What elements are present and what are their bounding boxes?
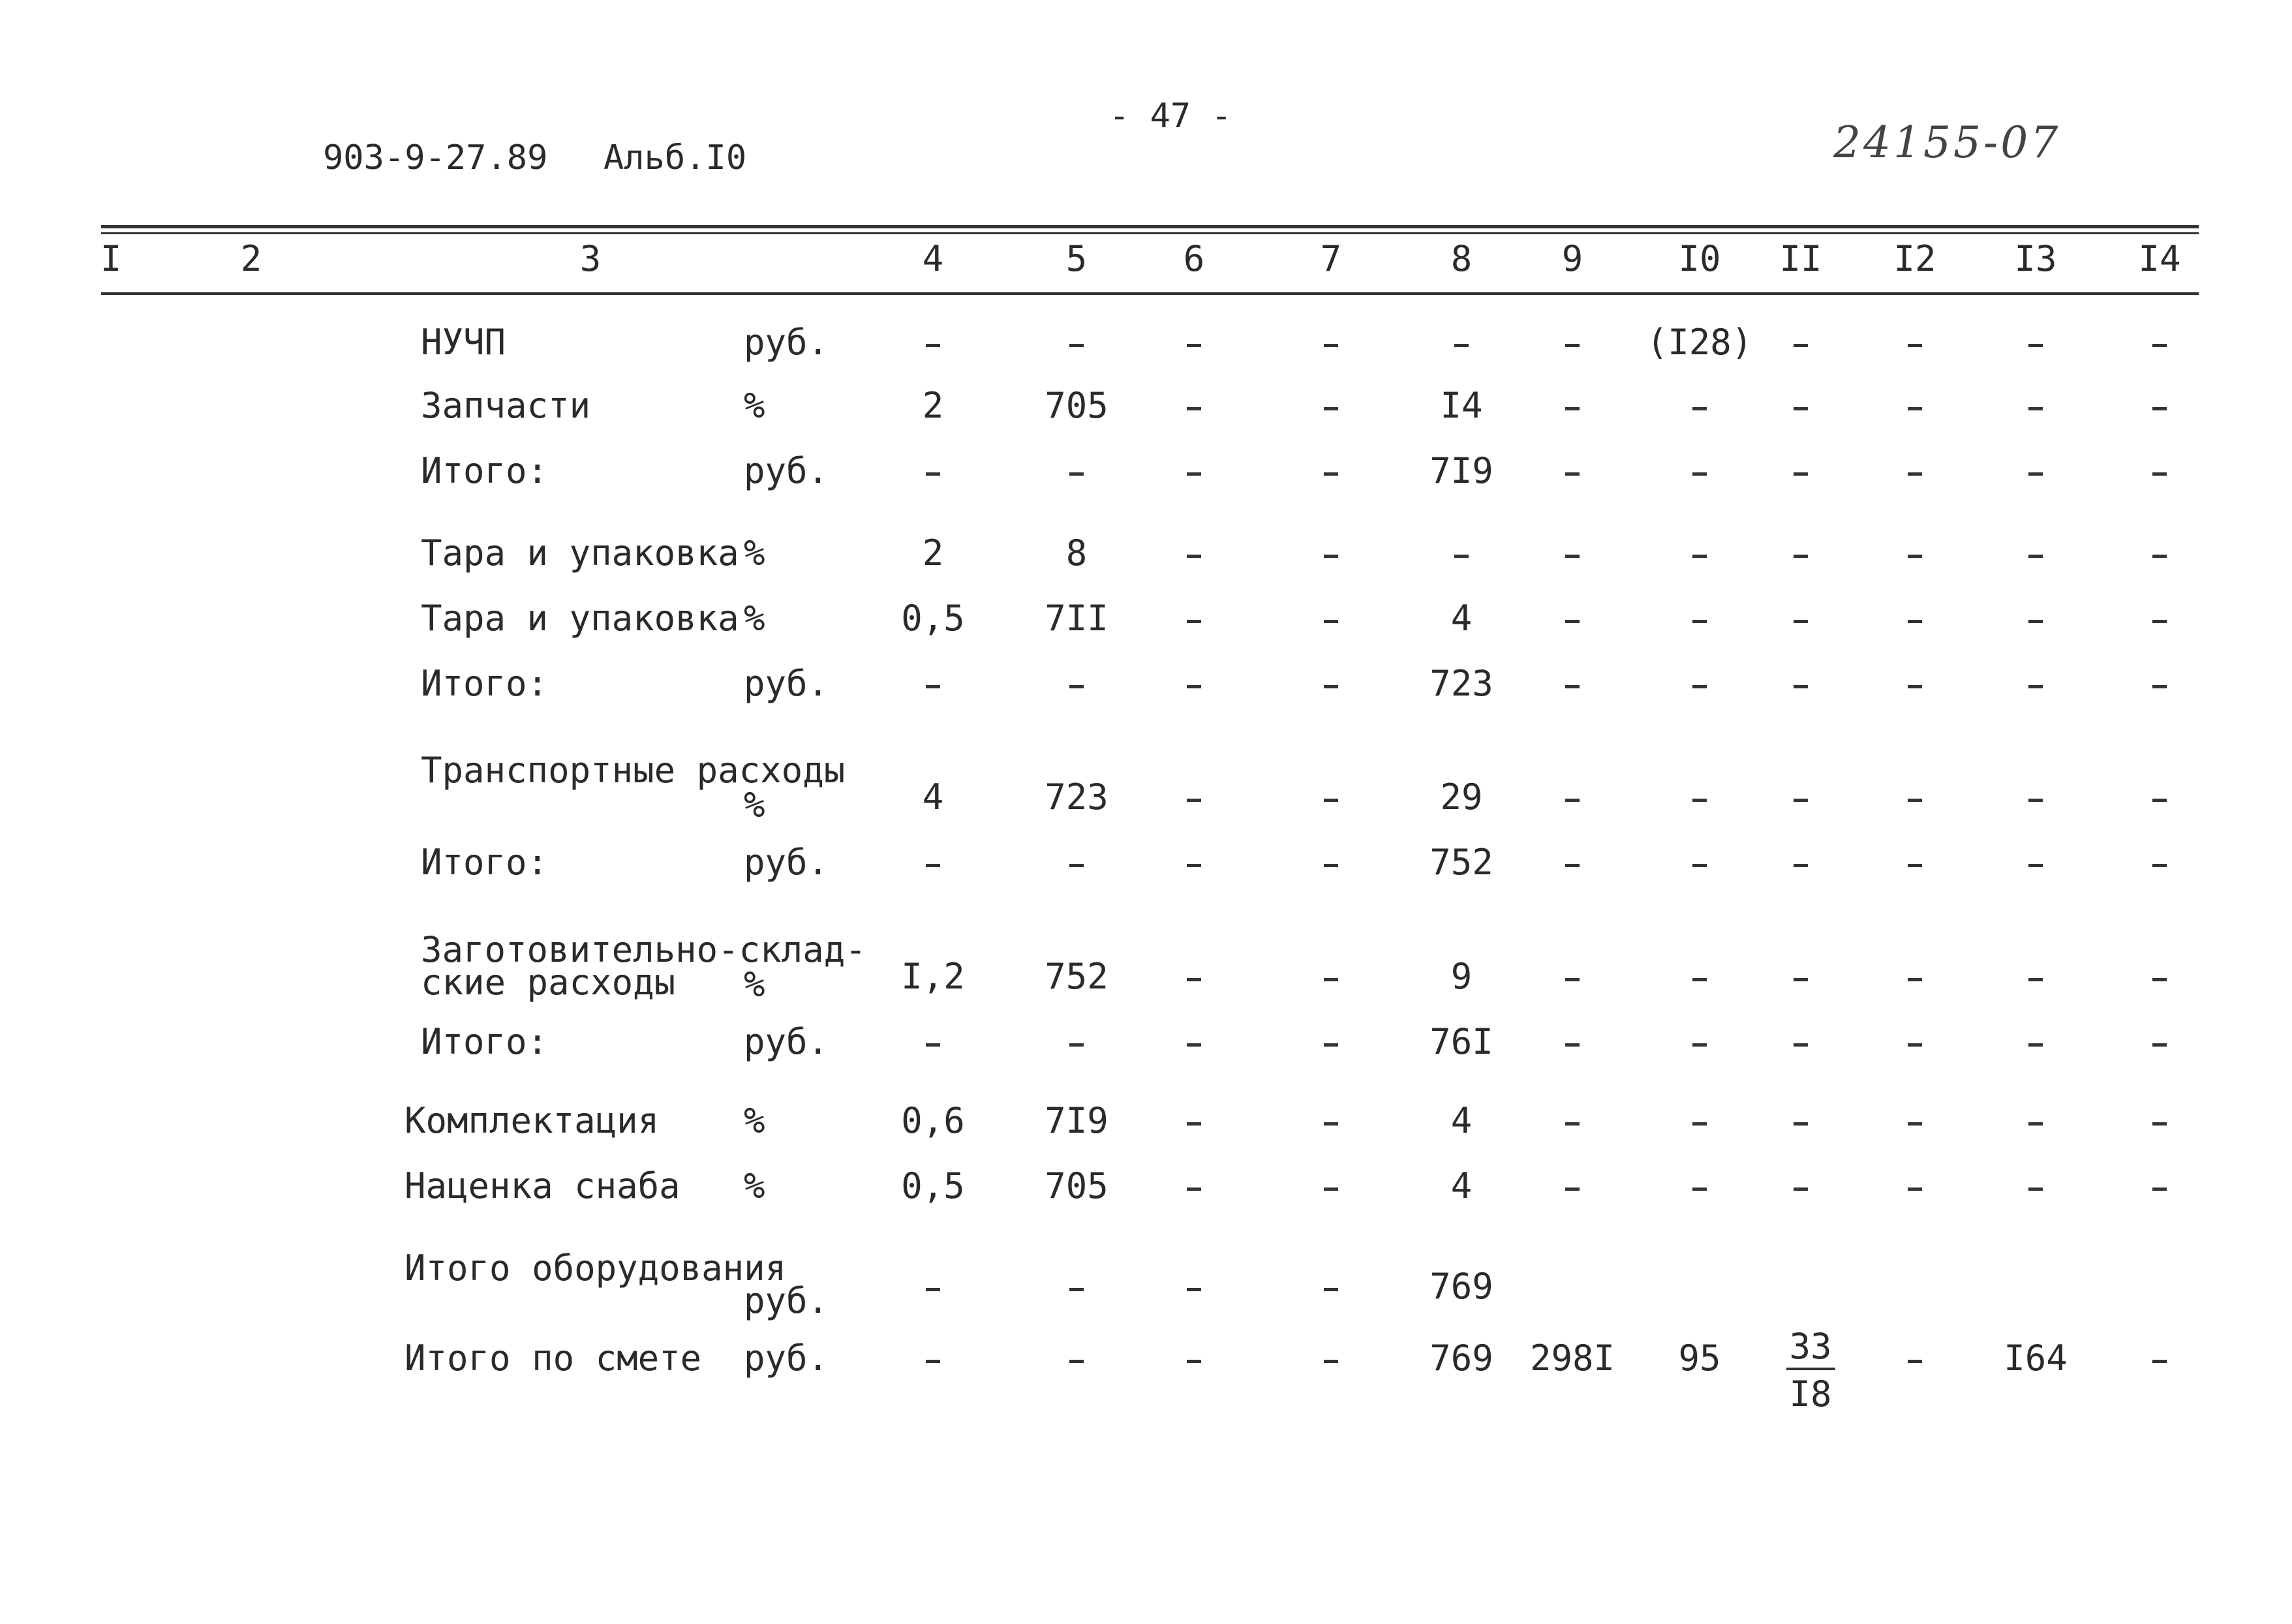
- dash-c8: [1454, 344, 1469, 347]
- dash-c7: [1324, 472, 1338, 476]
- dash-c14: [2152, 407, 2167, 410]
- dash-c7: [1324, 978, 1338, 981]
- dash-c5: [1069, 344, 1084, 347]
- cell-c10: 95: [1678, 1338, 1721, 1379]
- dash-c13: [2028, 1043, 2043, 1047]
- dash-c11: [1794, 344, 1808, 347]
- cell-c4: I,2: [901, 956, 965, 997]
- dash-c7: [1324, 555, 1338, 558]
- row-name: Итого:: [421, 842, 549, 883]
- dash-c13: [2028, 407, 2043, 410]
- cell-c8: I4: [1440, 385, 1483, 426]
- dash-c6: [1187, 864, 1201, 867]
- dash-c6: [1187, 1043, 1201, 1047]
- column-header-13: I3: [2014, 238, 2057, 279]
- dash-c12: [1908, 407, 1922, 410]
- dash-c7: [1324, 1187, 1338, 1191]
- column-header-10: I0: [1678, 238, 1721, 279]
- cell-c8: 723: [1429, 663, 1493, 704]
- dash-c9: [1565, 685, 1580, 688]
- handwritten-inventory-number: 24155-07: [1833, 117, 2061, 168]
- dash-c5: [1069, 1288, 1084, 1291]
- row-unit: руб.: [744, 1338, 829, 1379]
- table-header-bottom-rule: [101, 292, 2199, 295]
- row-unit: %: [744, 964, 765, 1005]
- album-number: Альб.I0: [604, 138, 747, 177]
- dash-c6: [1187, 555, 1201, 558]
- row-name: Итого по смете: [405, 1338, 702, 1379]
- dash-c14: [2152, 685, 2167, 688]
- fraction-denominator: I8: [1789, 1373, 1832, 1415]
- cell-c4: 0,5: [901, 598, 965, 639]
- dash-c9: [1565, 472, 1580, 476]
- row-name: Итого оборудования: [405, 1248, 787, 1289]
- dash-c14: [2152, 799, 2167, 802]
- row-unit: руб.: [744, 1021, 829, 1062]
- cell-c5: 705: [1045, 385, 1108, 426]
- cell-c8: 769: [1429, 1266, 1493, 1307]
- row-name: Наценка снаба: [405, 1165, 680, 1206]
- dash-c11: [1794, 1122, 1808, 1126]
- dash-c13: [2028, 799, 2043, 802]
- dash-c14: [2152, 1043, 2167, 1047]
- dash-c11: [1794, 407, 1808, 410]
- dash-c6: [1187, 685, 1201, 688]
- dash-c6: [1187, 799, 1201, 802]
- dash-c9: [1565, 407, 1580, 410]
- dash-c14: [2152, 555, 2167, 558]
- row-name: Итого:: [421, 1021, 549, 1062]
- cell-c8: 752: [1429, 842, 1493, 883]
- fraction-numerator: 33: [1789, 1326, 1832, 1367]
- dash-c6: [1187, 344, 1201, 347]
- row-unit: %: [744, 1165, 765, 1206]
- dash-c13: [2028, 555, 2043, 558]
- cell-c8: 9: [1450, 956, 1473, 997]
- dash-c10: [1692, 799, 1707, 802]
- dash-c9: [1565, 864, 1580, 867]
- column-header-14: I4: [2138, 238, 2181, 279]
- dash-c4: [926, 1360, 940, 1363]
- dash-c13: [2028, 472, 2043, 476]
- dash-c4: [926, 1043, 940, 1047]
- dash-c10: [1692, 1187, 1707, 1191]
- dash-c7: [1324, 344, 1338, 347]
- page-number: - 47 -: [1109, 97, 1232, 136]
- dash-c6: [1187, 1122, 1201, 1126]
- dash-c14: [2152, 620, 2167, 623]
- dash-c14: [2152, 1122, 2167, 1126]
- cell-c8: 76I: [1429, 1021, 1493, 1062]
- dash-c12: [1908, 799, 1922, 802]
- dash-c4: [926, 344, 940, 347]
- dash-c12: [1908, 685, 1922, 688]
- dash-c12: [1908, 1122, 1922, 1126]
- dash-c7: [1324, 407, 1338, 410]
- dash-c14: [2152, 864, 2167, 867]
- row-unit: %: [744, 1100, 765, 1141]
- dash-c10: [1692, 555, 1707, 558]
- dash-c12: [1908, 1360, 1922, 1363]
- column-header-8: 8: [1450, 238, 1473, 279]
- dash-c7: [1324, 864, 1338, 867]
- table-top-rule-inner: [101, 232, 2199, 234]
- dash-c10: [1692, 620, 1707, 623]
- row-name: Комплектация: [405, 1100, 660, 1141]
- dash-c10: [1692, 407, 1707, 410]
- dash-c7: [1324, 1360, 1338, 1363]
- dash-c11: [1794, 799, 1808, 802]
- dash-c6: [1187, 1360, 1201, 1363]
- cell-c8: 7I9: [1429, 450, 1493, 491]
- row-name: Тара и упаковка: [421, 598, 739, 639]
- dash-c9: [1565, 1122, 1580, 1126]
- dash-c7: [1324, 1043, 1338, 1047]
- cell-c4: 0,6: [901, 1100, 965, 1141]
- dash-c6: [1187, 978, 1201, 981]
- row-unit: руб.: [744, 322, 829, 363]
- dash-c5: [1069, 685, 1084, 688]
- dash-c10: [1692, 864, 1707, 867]
- cell-c4: 2: [922, 532, 944, 574]
- dash-c12: [1908, 472, 1922, 476]
- dash-c5: [1069, 864, 1084, 867]
- cell-c4: 0,5: [901, 1165, 965, 1206]
- cell-c5: 705: [1045, 1165, 1108, 1206]
- dash-c7: [1324, 685, 1338, 688]
- dash-c6: [1187, 407, 1201, 410]
- dash-c12: [1908, 344, 1922, 347]
- dash-c12: [1908, 864, 1922, 867]
- dash-c11: [1794, 1187, 1808, 1191]
- dash-c11: [1794, 472, 1808, 476]
- dash-c9: [1565, 799, 1580, 802]
- dash-c14: [2152, 978, 2167, 981]
- dash-c11: [1794, 620, 1808, 623]
- row-name: Запчасти: [421, 385, 591, 426]
- dash-c13: [2028, 1187, 2043, 1191]
- dash-c11: [1794, 864, 1808, 867]
- cell-c8: 4: [1450, 598, 1473, 639]
- column-header-2: 2: [240, 238, 262, 279]
- dash-c13: [2028, 685, 2043, 688]
- dash-c13: [2028, 1122, 2043, 1126]
- cell-c8: 29: [1440, 776, 1483, 818]
- row-name: Итого:: [421, 663, 549, 704]
- row-unit: %: [744, 598, 765, 639]
- dash-c7: [1324, 620, 1338, 623]
- cell-c10: (I28): [1646, 322, 1753, 363]
- dash-c14: [2152, 472, 2167, 476]
- column-header-9: 9: [1561, 238, 1583, 279]
- column-header-5: 5: [1065, 238, 1088, 279]
- row-unit: руб.: [744, 663, 829, 704]
- column-header-12: I2: [1893, 238, 1936, 279]
- row-unit: руб.: [744, 842, 829, 883]
- column-header-4: 4: [922, 238, 944, 279]
- fraction-bar: [1786, 1368, 1835, 1370]
- dash-c12: [1908, 555, 1922, 558]
- cell-c5: 7II: [1045, 598, 1108, 639]
- table-top-rule: [101, 225, 2199, 228]
- dash-c9: [1565, 344, 1580, 347]
- row-name-line-2: ские расходы: [421, 962, 676, 1003]
- dash-c5: [1069, 472, 1084, 476]
- dash-c14: [2152, 1187, 2167, 1191]
- column-header-11: II: [1779, 238, 1822, 279]
- dash-c13: [2028, 344, 2043, 347]
- column-header-1: I: [100, 238, 122, 279]
- row-name: Тара и упаковка: [421, 532, 739, 574]
- dash-c12: [1908, 1043, 1922, 1047]
- dash-c9: [1565, 978, 1580, 981]
- dash-c14: [2152, 1360, 2167, 1363]
- cell-c8: 4: [1450, 1165, 1473, 1206]
- row-name: Транспортные расходы: [421, 750, 846, 791]
- cell-c4: 4: [922, 776, 944, 818]
- row-name: НУЧП: [421, 322, 506, 363]
- dash-c4: [926, 472, 940, 476]
- cell-c13: I64: [2004, 1338, 2068, 1379]
- row-unit: руб.: [744, 450, 829, 491]
- row-unit: %: [744, 784, 765, 825]
- dash-c9: [1565, 1043, 1580, 1047]
- dash-c11: [1794, 685, 1808, 688]
- dash-c13: [2028, 620, 2043, 623]
- row-name: Итого:: [421, 450, 549, 491]
- column-header-7: 7: [1320, 238, 1342, 279]
- cell-c5: 7I9: [1045, 1100, 1108, 1141]
- dash-c11: [1794, 1043, 1808, 1047]
- row-name-line-1: Заготовительно-склад-: [421, 929, 866, 970]
- cell-c4: 2: [922, 385, 944, 426]
- dash-c13: [2028, 864, 2043, 867]
- row-unit: %: [744, 532, 765, 574]
- dash-c8: [1454, 555, 1469, 558]
- dash-c10: [1692, 472, 1707, 476]
- cell-c5: 8: [1065, 532, 1088, 574]
- column-header-3: 3: [579, 238, 602, 279]
- dash-c7: [1324, 1122, 1338, 1126]
- dash-c4: [926, 864, 940, 867]
- dash-c9: [1565, 620, 1580, 623]
- dash-c13: [2028, 978, 2043, 981]
- dash-c12: [1908, 1187, 1922, 1191]
- document-code: 903-9-27.89: [323, 138, 548, 177]
- dash-c10: [1692, 1122, 1707, 1126]
- dash-c7: [1324, 799, 1338, 802]
- dash-c12: [1908, 978, 1922, 981]
- dash-c9: [1565, 1187, 1580, 1191]
- column-header-6: 6: [1183, 238, 1205, 279]
- row-unit: %: [744, 385, 765, 426]
- dash-c10: [1692, 1043, 1707, 1047]
- dash-c6: [1187, 620, 1201, 623]
- dash-c5: [1069, 1043, 1084, 1047]
- dash-c14: [2152, 344, 2167, 347]
- dash-c10: [1692, 685, 1707, 688]
- cell-c8: 769: [1429, 1338, 1493, 1379]
- dash-c12: [1908, 620, 1922, 623]
- dash-c7: [1324, 1288, 1338, 1291]
- dash-c6: [1187, 1187, 1201, 1191]
- cell-c5: 723: [1045, 776, 1108, 818]
- row-unit: руб.: [744, 1280, 829, 1321]
- dash-c11: [1794, 555, 1808, 558]
- dash-c4: [926, 685, 940, 688]
- dash-c10: [1692, 978, 1707, 981]
- dash-c5: [1069, 1360, 1084, 1363]
- dash-c11: [1794, 978, 1808, 981]
- dash-c6: [1187, 472, 1201, 476]
- cell-c8: 4: [1450, 1100, 1473, 1141]
- cell-c5: 752: [1045, 956, 1108, 997]
- dash-c4: [926, 1288, 940, 1291]
- cell-c9: 298I: [1529, 1338, 1615, 1379]
- dash-c9: [1565, 555, 1580, 558]
- dash-c6: [1187, 1288, 1201, 1291]
